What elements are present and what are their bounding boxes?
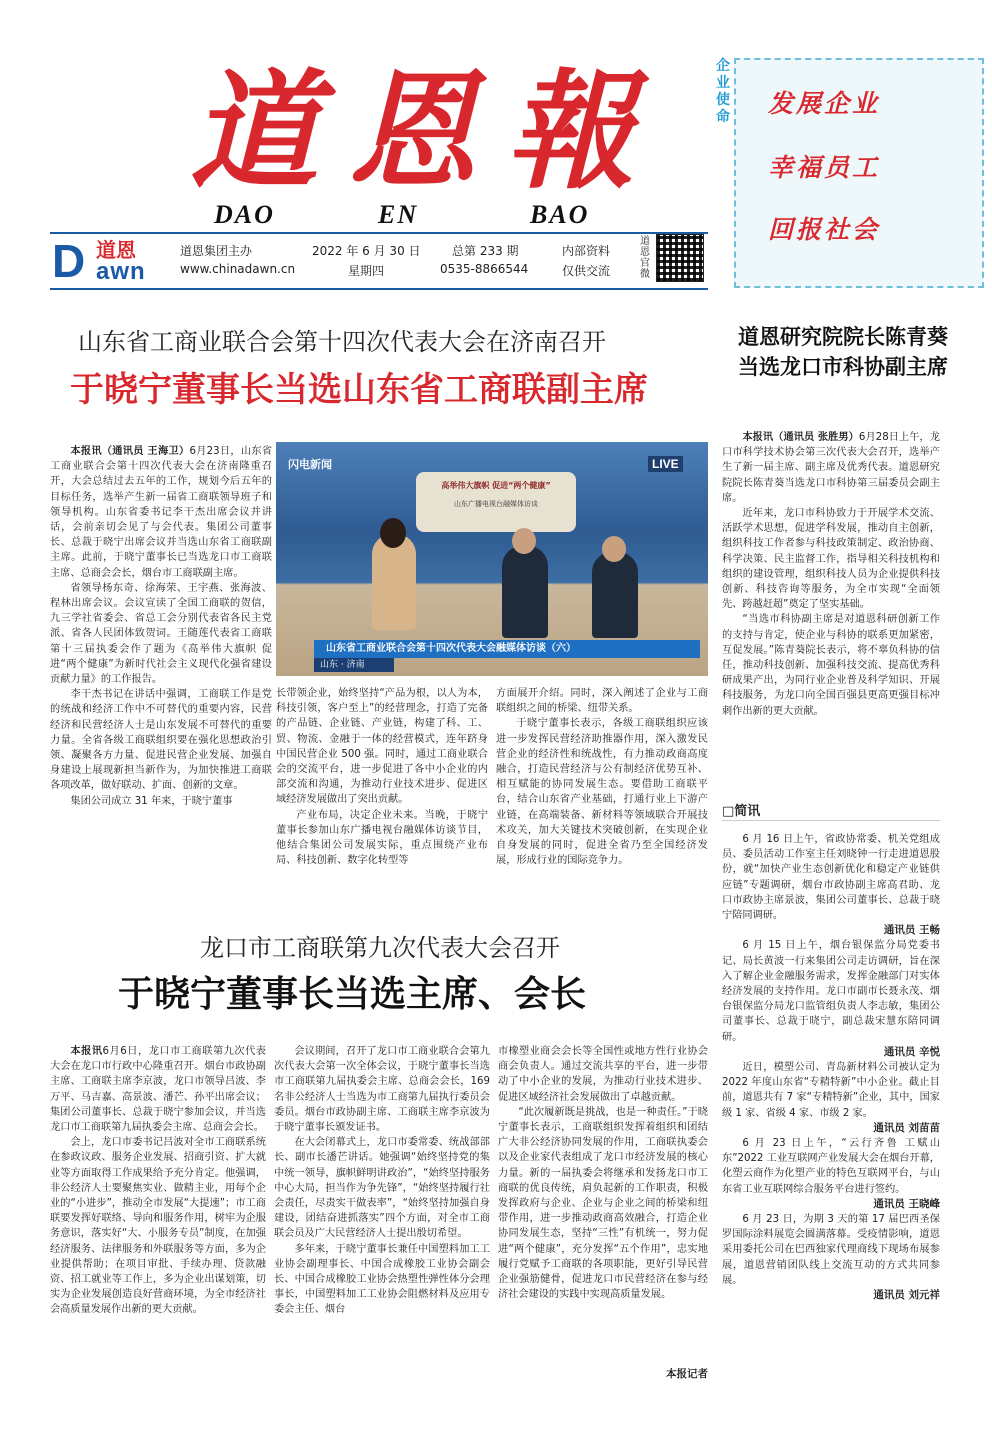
slogan-line-2: 幸福员工	[768, 153, 881, 182]
dawn-logo	[52, 236, 177, 286]
brief-item: 6 月 16 日上午，省政协常委、机关党组成员、委员活动工作室主任刘晓钟一行走进道恩股份，就“加快产业生态创新优化和稳定产业链供应链”专题调研，烟台市政协副主席高君助、龙口市政协主席景波，集团公司董事长、总裁于晓宁陪同调研。	[722, 834, 940, 922]
briefs-list	[722, 832, 940, 1384]
slogan-line-3: 回报社会	[768, 215, 881, 244]
brief-item: 6 月 23 日上午，“云行齐鲁 工赋山东”2022 工业互联网产业发展大会在烟台开幕，化塑云商作为化塑产业的特色互联网平台，与山东省工业互联网综合服务平台进行签约。	[722, 1138, 940, 1195]
article1-lead-label: 本报讯（通讯员 王海卫）	[70, 446, 190, 457]
photo-banner	[416, 472, 576, 532]
brief-item: 6 月 23 日，为期 3 天的第 17 届巴西圣保罗国际涂料展览会圆满落幕。受疫情影响，道恩采用委托公司在巴西独家代理商线下现场布展参展，道恩营销团队线上交流互动的方式共同参展。	[722, 1214, 940, 1286]
dawn-logo-letter: D	[52, 235, 86, 287]
article3-lead-label: 本报讯	[70, 1046, 103, 1057]
article1-para: 省领导杨东奇、徐海荣、王宇燕、张海波、程林出席会议。会议宣读了全国工商联的贺信，九三学社省委会、省总工会分别代表省各民主党派、省各人民团体致贺词。王随莲代表省工商联第十三届执委会作了题为《高举伟大旗帜 促进“两个健康”为新时代社会主义现代化强省建设贡献力量》的工作报告。	[50, 582, 272, 686]
article1-para: 集团公司成立 31 年来，于晓宁董事	[70, 795, 233, 807]
article2-body	[722, 430, 940, 768]
article2-title-line: 道恩研究院院长陈青葵	[738, 325, 948, 349]
issue-date: 2022 年 6 月 30 日	[312, 244, 421, 258]
brief-signature: 通讯员 刘元祥	[873, 1289, 940, 1302]
article2-para: “当选市科协副主席是对道恩科研创新工作的支持与肯定，使企业与科协的联系更加紧密，互促发展。”陈青葵院长表示，将不辜负科协的信任，推动科技创新、加强科技交流、提高优秀科研成果产出，为同行业企业普及科学知识、开展科技服务，为龙口向全国百强县更高更强目标冲刺作出新的更大贡献。	[722, 614, 940, 717]
phone: 0535-8866544	[440, 262, 529, 276]
photo-channel-logo: 闪电新闻	[288, 458, 332, 471]
article3-title: 于晓宁董事长当选主席、会长	[118, 974, 587, 1015]
host-head	[380, 518, 406, 548]
logo-roman-en: EN	[378, 200, 419, 229]
article1-col2	[276, 686, 488, 892]
article3-col3	[498, 1044, 708, 1362]
qr-code[interactable]	[656, 234, 704, 282]
photo-live-badge: LIVE	[648, 456, 683, 472]
article3-para: 6月6日，龙口市工商联第九次代表大会在龙口市行政中心隆重召开。烟台市政协副主席、工商联主席李京波，龙口市领导吕波、李万平、马吉嘉、高景波、潘芒、孙平出席会议；集团公司董事长、总裁于晓宁参加会议，并当选龙口市工商联第九届执委会主席、总商会会长。	[50, 1046, 266, 1134]
guest1-head	[512, 528, 536, 554]
brief-signature: 通讯员 辛悦	[883, 1045, 940, 1058]
article2-title	[738, 322, 948, 382]
briefs-divider	[722, 820, 940, 821]
article3-para: “此次履新既是挑战，也是一种责任。”于晓宁董事长表示，工商联组织发挥着组织和团结广大非公经济协同发展的作用，工商联执委会以及企业家代表组成了龙口市经济发展的核心力量。新的一届执委会将继承和发扬龙口市工商联的优良传统，肩负起新的工作职责，积极发挥政府与企业、企业与企业之间的桥梁和纽带作用，进一步推动政商高效融合，打造企业协同发展生态，坚持“三性”有机统一，努力促进“两个健康”，充分发挥“五个作用”，忠实地履行党赋予工商联的各项职能，更好引导民营企业强筋健骨，促进龙口市民营经济在参与经济社会建设的实践中实现高质量发展。	[498, 1106, 708, 1301]
article1-para: 产业布局，决定企业未来。当晚，于晓宁董事长参加山东广播电视台融媒体访谈节目，他结合集团公司发展实际，重点围绕产业布局、科技创新、数字化转型等	[276, 809, 488, 867]
photo-location-tag: 山东 · 济南	[314, 658, 394, 672]
article1-para: 于晓宁董事长表示，各级工商联组织应该进一步发挥民营经济助推器作用，深入激发民营企业的经济性和统战性，有力推动政商高度融合，打造民营经济与公有制经济优势互补、相互赋能的协同发展生态。要借助工商联平台，结合山东省产业基础，打通行业上下游产业链，在高端装备、新材料等领域联合开展技术攻关，加大关键技术突破创新，在实现企业自身发展的同时，促进全省乃至全国经济发展，形成行业的国际竞争力。	[496, 718, 708, 867]
issue-number: 总第 233 期	[452, 244, 519, 258]
article3-para: 会上，龙口市委书记吕波对全市工商联系统在参政议政、服务企业发展、招商引资、扩大就业等方面取得工作成果给予充分肯定。他强调，非公经济人士要聚焦实业、做精主业，用每个企业的“小进步”，推动全市发展“大提速”；市工商联要发挥好联络、导向和服务作用，树牢为企服务意识，落实好“大、小服务专员”制度，在加强经济服务、法律服务和外联服务等方面，多为企业提供帮助；在项目审批、手续办理、贷款融资、招工就业等工作上，多为企业出谋划策，切实为企业发展创造良好营商环境，为全市经济社会高质量发展作出新的更大贡献。	[50, 1137, 266, 1316]
article1-col3	[496, 686, 708, 892]
article3-para: 多年来，于晓宁董事长兼任中国塑料加工工业协会副理事长、中国合成橡胶工业协会副会长、中国合成橡胶工业协会热塑性弹性体分会理事长，中国塑料加工工业协会阻燃材料及应用专委会主任、烟台	[274, 1243, 490, 1316]
article1-para: 李干杰书记在讲话中强调，工商联工作是党的统战和经济工作中不可替代的重要内容，民营经济和民营经济人士是山东发展不可替代的重要力量。全省各级工商联组织要在强化思想政治引领、凝聚各方力量、促进民营企业发展、加强自身建设上展现新担当新作为，为加快推进工商联各项改革，做好联动、扩面、创新的文章。	[50, 689, 272, 792]
article3-col2	[274, 1044, 490, 1384]
brief-signature: 通讯员 王晓峰	[873, 1197, 940, 1210]
logo-roman-dao: DAO	[214, 200, 275, 229]
article3-para: 会议期间，召开了龙口市工商业联合会第九次代表大会第一次全体会议，于晓宁董事长当选市工商联第九届执委会主席、总商会会长，169 名非公经济人士当选为市工商第九届执行委员会委员。烟台市政协副主席、工商联主席李京波为于晓宁董事长颁发证书。	[274, 1046, 490, 1134]
website-link[interactable]: www.chinadawn.cn	[180, 262, 296, 276]
article2-lead-label: 本报讯（通讯员 张胜男）	[742, 432, 859, 443]
qr-label: 道恩官微	[640, 236, 650, 280]
article3-subtitle: 龙口市工商联第九次代表大会召开	[200, 934, 560, 962]
article1-para: 方面展开介绍。同时，深入阐述了企业与工商联组织之间的桥梁、纽带关系。	[496, 688, 708, 715]
guest2-figure	[592, 552, 638, 638]
newspaper-logo: 道恩報	[190, 57, 665, 207]
article2-title-line: 当选龙口市科协副主席	[738, 355, 948, 379]
guest1-figure	[502, 546, 548, 638]
brief-signature: 通讯员 王畅	[883, 924, 940, 937]
brief-signature: 通讯员 刘苗苗	[873, 1121, 940, 1134]
article2-para: 近年来，龙口市科协致力于开展学术交流、活跃学术思想，促进学科发展，推动自主创新，组织科技工作者参与科技政策制定、政治协商、科学决策、民主监督工作，指导相关科技机构和组织的建设管理，组织科技人员为企业提供科技创新、科技咨询等服务，为全市实现“全面领先、跨越赶超”奠定了坚实基础。	[722, 508, 940, 611]
article3-signature: 本报记者	[666, 1368, 708, 1380]
dawn-logo-en: awn	[96, 258, 146, 285]
briefs-heading: □简讯	[722, 804, 761, 819]
guest2-head	[602, 536, 626, 562]
logo-roman-bao: BAO	[530, 200, 590, 229]
article3-col1	[50, 1044, 266, 1384]
article1-col1	[50, 444, 272, 892]
article1-para: 6月23日，山东省工商业联合会第十四次代表大会在济南隆重召开，大会总结过去五年的工作，规划今后五年的目标任务，选举产生新一届省工商联领导班子和领导机构。山东省委书记李干杰出席会议并讲话，会前亲切会见了与会代表。集团公司董事长、总裁于晓宁出席会议并当选山东省工商联副主席。此前，于晓宁董事长已当选龙口市工商联主席、总商会会长，烟台市工商联副主席。	[50, 446, 272, 579]
sponsor: 道恩集团主办	[180, 244, 253, 258]
photo-caption: 山东省工商业联合会第十四次代表大会融媒体访谈（六）	[314, 640, 700, 658]
slogan-line-1: 发展企业	[768, 89, 881, 118]
article3-para: 市橡塑业商会会长等全国性或地方性行业协会商会负责人。通过交流共享的平台，进一步带动了中小企业的发展，为推动行业技术进步、促进区域经济社会发展做出了卓越贡献。	[498, 1046, 708, 1103]
photo-banner-title: 高举伟大旗帜 促进“两个健康”	[441, 481, 551, 490]
issue-weekday: 星期四	[348, 264, 385, 278]
article1-para: 长带领企业，始终坚持“产品为根，以人为本，科技引领，客户至上”的经营理念，打造了完备的产品链、企业链、产业链，构建了科、工、贸、物流、金融于一体的经营模式，连年跻身中国民营企业 500 强。同时，通过工商业联合会的交流平台，进一步促进了各中小企业的内部交流和沟通，为推动行业技术进步、促进区域经济发展做出了突出贡献。	[276, 688, 488, 806]
brief-item: 近日，模塑公司、青岛新材料公司被认定为 2022 年度山东省“专精特新”中小企业。截止目前，道恩共有 7 家“专精特新”企业，其中，国家级 1 家、省级 4 家、市级 2 家。	[722, 1062, 940, 1119]
slogan-vertical: 企业使命	[716, 58, 730, 125]
interview-photo	[276, 442, 708, 676]
article2-para: 6月28日上午，龙口市科学技术协会第三次代表大会召开，选举产生了新一届主席、副主席及优秀代表。道恩研究院院长陈青葵当选龙口市科协第三届委员会副主席。	[722, 432, 940, 504]
photo-banner-subtitle: 山东广播电视台融媒体访谈	[454, 500, 538, 508]
dawn-logo-cn: 道恩	[96, 238, 136, 262]
article3-para: 在大会闭幕式上，龙口市委常委、统战部部长、副市长潘芒讲话。她强调“始终坚持党的集中统一领导，旗帜鲜明讲政治”，“始终坚持服务中心大局，担当作为争先锋”，“始终坚持履行社会责任，尽责实干做表率”，“始终坚持加强自身建设，团结奋进抓落实”四个方面，对全市工商联会员及广大民营经济人士提出殷切希望。	[274, 1137, 490, 1240]
article1-subtitle: 山东省工商业联合会第十四次代表大会在济南召开	[78, 328, 606, 356]
host-figure	[372, 534, 416, 630]
article1-title: 于晓宁董事长当选山东省工商联副主席	[70, 370, 648, 410]
exchange-label: 仅供交流	[562, 264, 611, 278]
brief-item: 6 月 15 日上午，烟台银保监分局党委书记、局长黄波一行来集团公司走访调研，旨在深入了解企业金融服务需求，发挥金融部门对实体经济发展的支持作用。龙口市副市长聂永茂、烟台银保监分局龙口监管组负责人李志敏，集团公司董事长、总裁于晓宁，副总裁宋慧东陪同调研。	[722, 940, 940, 1043]
internal-label: 内部资料	[562, 244, 611, 258]
